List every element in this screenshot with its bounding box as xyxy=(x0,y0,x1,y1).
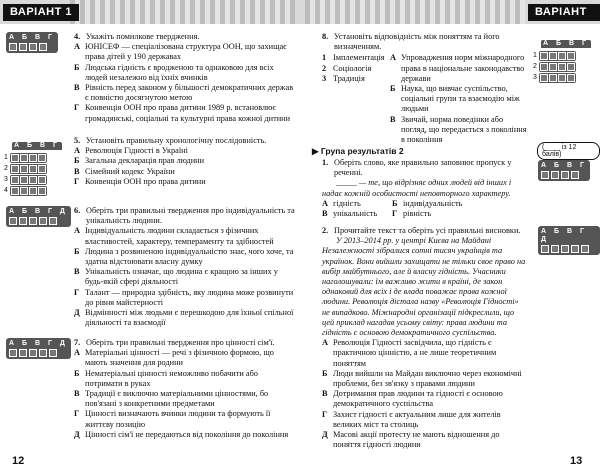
answer-cell[interactable] xyxy=(39,217,47,225)
answer-option xyxy=(74,63,296,83)
answer-option xyxy=(74,83,296,103)
answer-cell[interactable] xyxy=(20,154,28,162)
matrix-row-number: 3 xyxy=(533,74,537,81)
score-box: (____ із 12 балів) xyxy=(537,142,600,160)
question-number: 6. xyxy=(74,206,81,215)
answer-cell[interactable] xyxy=(38,165,46,173)
question-number: 2. xyxy=(322,226,329,235)
matrix-row-number: 1 xyxy=(4,154,8,161)
question-6 xyxy=(74,206,296,328)
matrix-letters: А Б В Г xyxy=(14,142,60,149)
option-letter: А xyxy=(322,198,328,208)
option-text: Нематеріальні цінності неможливо побачити або потримати в руках xyxy=(85,368,258,388)
question-1 xyxy=(322,158,527,219)
answer-option xyxy=(392,209,527,219)
page-number-left: 12 xyxy=(12,455,25,467)
answer-option xyxy=(74,348,296,368)
answer-cell[interactable] xyxy=(38,187,46,195)
answer-cell[interactable] xyxy=(549,52,557,60)
option-letter: Б xyxy=(74,62,80,72)
option-letter: Б xyxy=(74,246,80,256)
answer-cell[interactable] xyxy=(561,171,569,179)
answer-option xyxy=(74,308,296,328)
option-text: Конвенція ООН про права дитини xyxy=(85,176,206,186)
question-number: 7. xyxy=(74,338,81,347)
option-text: унікальність xyxy=(333,209,378,219)
option-text: Сімейний кодекс України xyxy=(85,166,175,176)
matrix-letters: А Б В Г xyxy=(543,40,589,47)
variant-tag-left: ВАРІАНТ 1 xyxy=(3,4,79,21)
option-letter: В xyxy=(322,389,328,399)
option-letter: А xyxy=(390,53,396,63)
question-text: Прочитайте текст та оберіть усі правильні висновки. xyxy=(334,226,521,235)
answer-option xyxy=(74,288,296,308)
answer-cell[interactable] xyxy=(9,217,17,225)
option-text: Масові акції протесту не мають відношення до поняття гідності людини xyxy=(333,430,500,450)
answer-option xyxy=(322,209,392,219)
option-letter: В xyxy=(74,166,80,176)
matrix-row-number: 2 xyxy=(533,63,537,70)
answer-cell[interactable] xyxy=(540,63,548,71)
answer-cell[interactable] xyxy=(567,74,575,82)
option-text: Людська гідність є вродженою та однаковою для всіх людей незалежно від їхніх вчинків xyxy=(85,62,274,82)
answer-cell[interactable] xyxy=(540,74,548,82)
answer-option xyxy=(74,267,296,287)
answer-option xyxy=(322,338,527,369)
answer-cell[interactable] xyxy=(49,349,57,357)
option-text: Загальна декларація прав людини xyxy=(85,156,205,166)
answer-cell[interactable] xyxy=(11,165,19,173)
question-4 xyxy=(74,32,296,124)
answer-option xyxy=(74,177,296,187)
header-pattern-left xyxy=(70,0,295,24)
option-letter: А xyxy=(74,146,80,156)
matrix-row-number: 3 xyxy=(4,176,8,183)
option-letter: 3 xyxy=(322,73,327,83)
answer-option xyxy=(322,64,390,74)
option-letter: А xyxy=(322,338,328,348)
group-title: Група результатів 2 xyxy=(320,146,404,156)
matrix-row-number: 1 xyxy=(533,52,537,59)
answer-grid-letters: А Б В Г xyxy=(541,162,587,169)
answer-cell[interactable] xyxy=(558,74,566,82)
answer-cell[interactable] xyxy=(20,165,28,173)
answer-cell[interactable] xyxy=(551,245,559,253)
answer-cell[interactable] xyxy=(39,349,47,357)
answer-cell[interactable] xyxy=(38,154,46,162)
question-5 xyxy=(74,136,296,187)
answer-option xyxy=(322,74,390,84)
answer-option xyxy=(74,369,296,389)
answer-cell[interactable] xyxy=(29,154,37,162)
answer-cell[interactable] xyxy=(558,52,566,60)
option-letter: А xyxy=(74,348,80,358)
answer-cell[interactable] xyxy=(29,217,37,225)
answer-grid-letters: А Б В Г Д xyxy=(9,208,68,215)
option-letter: Б xyxy=(390,84,396,94)
answer-cell[interactable] xyxy=(9,43,17,51)
answer-option xyxy=(74,156,296,166)
option-text: Захист гідності є актуальним лише для жителів великих міст та столиць xyxy=(333,409,501,429)
option-text: індивідуальність xyxy=(403,198,463,208)
option-text: гідність xyxy=(333,198,361,208)
answer-grid-q7 xyxy=(6,338,71,359)
option-letter: В xyxy=(322,209,328,219)
answer-cell[interactable] xyxy=(29,349,37,357)
option-text: Імплементація xyxy=(333,53,385,63)
option-text: Рівність перед законом у більшості демократичних держав є повністю досягнутою метою xyxy=(85,83,294,103)
option-text: Дотримання прав людини та гідності є основою демократичного суспільства xyxy=(333,389,503,409)
question-number: 1. xyxy=(322,158,329,167)
option-letter: Г xyxy=(322,409,328,419)
answer-cell[interactable] xyxy=(567,63,575,71)
answer-option xyxy=(74,226,296,246)
option-letter: Г xyxy=(392,209,398,219)
option-text: Традиції є виключно матеріальними цінностями, бо пов'язані з конкретними предметами xyxy=(85,389,269,409)
question-text: Установіть відповідність між поняттям та його визначенням. xyxy=(334,32,500,52)
answer-cell[interactable] xyxy=(551,171,559,179)
option-text: Упровадження норм міжнародного права в національне законодавство держави xyxy=(401,53,525,83)
answer-option xyxy=(322,410,527,430)
question-number: 5. xyxy=(74,136,81,145)
question-7 xyxy=(74,338,296,440)
option-letter: В xyxy=(74,389,80,399)
option-letter: Г xyxy=(74,287,80,297)
answer-cell[interactable] xyxy=(567,52,575,60)
answer-cell[interactable] xyxy=(549,74,557,82)
answer-cell[interactable] xyxy=(29,176,37,184)
answer-cell[interactable] xyxy=(541,171,549,179)
option-letter: В xyxy=(390,114,396,124)
answer-cell[interactable] xyxy=(19,43,27,51)
option-letter: Д xyxy=(322,430,328,440)
question-text: Установіть правильну хронологічну послідовність. xyxy=(86,136,267,145)
option-text: Цінності сім'ї не передаються від покоління до покоління xyxy=(85,429,289,439)
option-letter: В xyxy=(74,83,80,93)
answer-grid-q4 xyxy=(6,32,58,53)
answer-option xyxy=(322,369,527,389)
option-letter: Г xyxy=(74,409,80,419)
question-text: Оберіть три правильні твердження про цінності сім'ї. xyxy=(86,338,275,347)
option-letter: Б xyxy=(74,156,80,166)
answer-option xyxy=(74,103,296,123)
answer-cell[interactable] xyxy=(38,176,46,184)
option-letter: Д xyxy=(74,308,80,318)
option-letter: Г xyxy=(74,103,80,113)
option-text: Наука, що вивчає суспільство, соціальні групи та взаємодію між людьми xyxy=(401,84,520,114)
option-text: Матеріальні цінності — речі з фізичною формою, що мають значення для родини xyxy=(85,348,274,368)
option-letter: Г xyxy=(74,176,80,186)
option-letter: Б xyxy=(322,368,328,378)
option-letter: В xyxy=(74,267,80,277)
answer-option xyxy=(322,430,527,450)
option-letter: А xyxy=(74,42,80,52)
option-letter: Б xyxy=(74,368,80,378)
answer-matrix-q5 xyxy=(4,134,62,196)
answer-cell[interactable] xyxy=(540,52,548,60)
answer-cell[interactable] xyxy=(549,63,557,71)
answer-option xyxy=(74,430,296,440)
answer-cell[interactable] xyxy=(11,154,19,162)
question-passage: У 2013–2014 рр. у центрі Києва на Майдані Незалежності зібралися сотні тисяч українців та українок. Вони вийшли захищати не тільки свое право на вибір майбутнього, але й власну гідність. Учасники наголошували: їм важливо жити в країні, де закон однаковий для всіх і де влада поважає права кожної людини. Революція дістала назву «Революція Гідності» не випадково. Міжнародні організації підкреслили, що цей приклад нагадав усьому світу: права людини та гідність є основою демократичного суспільства. xyxy=(322,236,526,338)
answer-grid-q1 xyxy=(538,160,590,181)
page-number-right: 13 xyxy=(570,455,583,467)
answer-cell[interactable] xyxy=(29,165,37,173)
answer-option xyxy=(74,247,296,267)
question-number: 8. xyxy=(322,32,329,41)
question-2 xyxy=(322,226,527,450)
option-letter: Б xyxy=(392,198,398,208)
question-text: Оберіть три правильні твердження про індивідуальність та унікальність людини. xyxy=(86,206,295,226)
option-text: Традиція xyxy=(333,73,365,83)
answer-option xyxy=(390,84,527,115)
option-text: Відмінності між людьми є перешкодою для їхньої спільної діяльності та взаємодії xyxy=(85,308,294,328)
option-text: ЮНІСЕФ — спеціалізована структура ООН, що захищає права дітей у 190 державах xyxy=(85,42,287,62)
option-text: Соціологія xyxy=(333,63,372,73)
answer-grid-letters: А Б В Г xyxy=(9,34,55,41)
answer-option xyxy=(74,42,296,62)
answer-option xyxy=(74,167,296,177)
answer-cell[interactable] xyxy=(11,176,19,184)
answer-option xyxy=(74,146,296,156)
answer-grid-q2 xyxy=(538,226,600,255)
question-8 xyxy=(322,32,527,145)
answer-grid-letters: А Б В Г Д xyxy=(9,340,68,347)
option-letter: 2 xyxy=(322,63,327,73)
answer-cell[interactable] xyxy=(29,43,37,51)
answer-option xyxy=(74,389,296,409)
question-text: Укажіть помилкове твердження. xyxy=(86,32,200,41)
answer-cell[interactable] xyxy=(19,217,27,225)
answer-cell[interactable] xyxy=(19,349,27,357)
option-letter: Д xyxy=(74,429,80,439)
answer-cell[interactable] xyxy=(581,245,589,253)
answer-cell[interactable] xyxy=(561,245,569,253)
answer-cell[interactable] xyxy=(541,245,549,253)
option-text: Люди вийшли на Майдан виключно через економічні проблеми, без зв'язку з правами людини xyxy=(333,368,522,389)
variant-tag-right: ВАРІАНТ 1 xyxy=(528,4,600,21)
answer-cell[interactable] xyxy=(29,187,37,195)
option-text: Звичай, норма поведінки або погляд, що передається з покоління в покоління xyxy=(401,114,527,145)
answer-option xyxy=(390,53,527,84)
answer-cell[interactable] xyxy=(39,43,47,51)
answer-cell[interactable] xyxy=(571,245,579,253)
answer-cell[interactable] xyxy=(20,176,28,184)
answer-option xyxy=(322,53,390,63)
option-text: Талант — природна здібність, яку людина може розвинути до рівня майстерності xyxy=(85,287,294,307)
option-text: Цінності визначають вчинки людини та формують її життєву позицію xyxy=(85,409,271,429)
answer-cell[interactable] xyxy=(49,217,57,225)
triangle-icon: ▶ xyxy=(312,146,319,156)
matrix-row-number: 4 xyxy=(4,187,8,194)
answer-option xyxy=(322,199,392,209)
question-text: Оберіть слово, яке правильно заповнює пропуск у реченні. xyxy=(334,158,512,178)
header-pattern-right xyxy=(305,0,525,24)
question-number: 4. xyxy=(74,32,81,41)
option-text: Людина з розвиненою індивідуальністю знає, чого хоче, та здатна відстоювати власну думку xyxy=(85,246,294,267)
option-text: Індивідуальність людини складається з фізичних властивостей, характеру, темпераменту та здібностей xyxy=(85,226,274,246)
option-letter: А xyxy=(74,226,80,236)
option-text: Унікальність означає, що людина є кращою за інших у будь-якій сфері діяльності xyxy=(85,267,278,287)
group-heading xyxy=(312,146,404,156)
answer-option xyxy=(322,389,527,409)
answer-cell[interactable] xyxy=(558,63,566,71)
option-text: Конвенція ООН про права дитини 1989 р. встановлює громадянські, соціальні та культурні права кожної дитини xyxy=(85,103,291,123)
question-quote: _____ — те, що відрізняє одних людей від інших і надає кожній особистості неповторного характеру. xyxy=(322,178,512,198)
matrix-row-number: 2 xyxy=(4,165,8,172)
answer-grid-letters: А Б В Г Д xyxy=(541,228,587,243)
answer-option xyxy=(392,199,527,209)
answer-cell[interactable] xyxy=(571,171,579,179)
answer-option xyxy=(74,409,296,429)
answer-matrix-q8 xyxy=(533,32,591,83)
answer-cell[interactable] xyxy=(11,187,19,195)
option-letter: 1 xyxy=(322,53,327,63)
answer-option xyxy=(390,115,527,146)
option-text: Революція Гідності в Україні xyxy=(85,146,188,156)
answer-cell[interactable] xyxy=(9,349,17,357)
option-text: рівність xyxy=(403,209,432,219)
option-text: Революція Гідності засвідчила, що гідність є практичною цінністю, а не лише теоретичним поняттям xyxy=(333,338,497,368)
answer-grid-q6 xyxy=(6,206,71,227)
answer-cell[interactable] xyxy=(20,187,28,195)
